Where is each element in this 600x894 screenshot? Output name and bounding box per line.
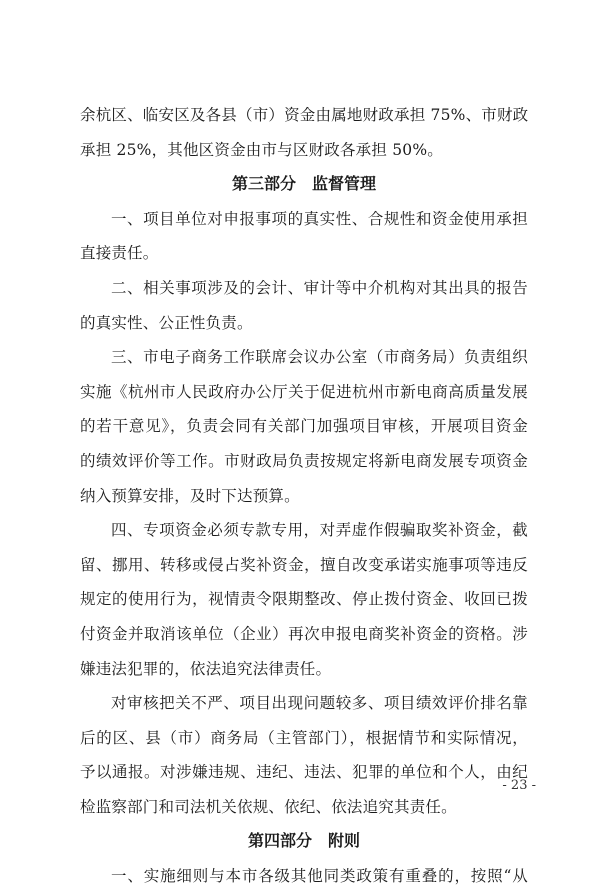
text-line: 检监察部门和司法机关依规、依纪、依法追究其责任。 [80, 797, 457, 816]
text-line: 三、市电子商务工作联席会议办公室（市商务局）负责组织 [111, 348, 528, 367]
text-line: 予以通报。对涉嫌违规、违纪、违法、犯罪的单位和个人，由纪 [80, 763, 528, 782]
text-line: 规定的使用行为，视情责令限期整改、停止拨付资金、收回已拨 [80, 590, 528, 609]
text-line: 纳入预算安排，及时下达预算。 [80, 486, 300, 505]
text-line: 嫌违法犯罪的，依法追究法律责任。 [80, 659, 332, 678]
text-line: 的若干意见》，负责会同有关部门加强项目审核，开展项目资金 [80, 417, 528, 436]
page-number: - 23 - [502, 778, 536, 793]
document-body [80, 98, 528, 894]
text-line: 付资金并取消该单位（企业）再次申报电商奖补资金的资格。涉 [80, 624, 528, 643]
text-line: 承担 25%，其他区资金由市与区财政各承担 50%。 [80, 140, 443, 159]
text-line: 对审核把关不严、项目出现问题较多、项目绩效评价排名靠 [111, 694, 528, 713]
text-line: 的真实性、公正性负责。 [80, 313, 253, 332]
text-line: 留、挪用、转移或侵占奖补资金，擅自改变承诺实施事项等违反 [80, 555, 528, 574]
text-line: 实施《杭州市人民政府办公厅关于促进杭州市新电商高质量发展 [80, 382, 528, 401]
text-line: 一、项目单位对申报事项的真实性、合规性和资金使用承担 [111, 209, 528, 228]
text-line: 一、实施细则与本市各级其他同类政策有重叠的，按照“从 [111, 867, 528, 886]
text-line: 四、专项资金必须专款专用，对弄虚作假骗取奖补资金，截 [111, 521, 528, 540]
section-heading: 第三部分 监督管理 [231, 174, 376, 194]
text-line: 直接责任。 [80, 244, 159, 263]
text-line: 的绩效评价等工作。市财政局负责按规定将新电商发展专项资金 [80, 451, 528, 470]
section-heading: 第四部分 附则 [247, 831, 360, 851]
text-line: 后的区、县（市）商务局（主管部门），根据情节和实际情况， [80, 728, 528, 747]
text-line: 二、相关事项涉及的会计、审计等中介机构对其出具的报告 [111, 278, 528, 297]
text-line: 余杭区、临安区及各县（市）资金由属地财政承担 75%、市财政 [80, 106, 529, 124]
